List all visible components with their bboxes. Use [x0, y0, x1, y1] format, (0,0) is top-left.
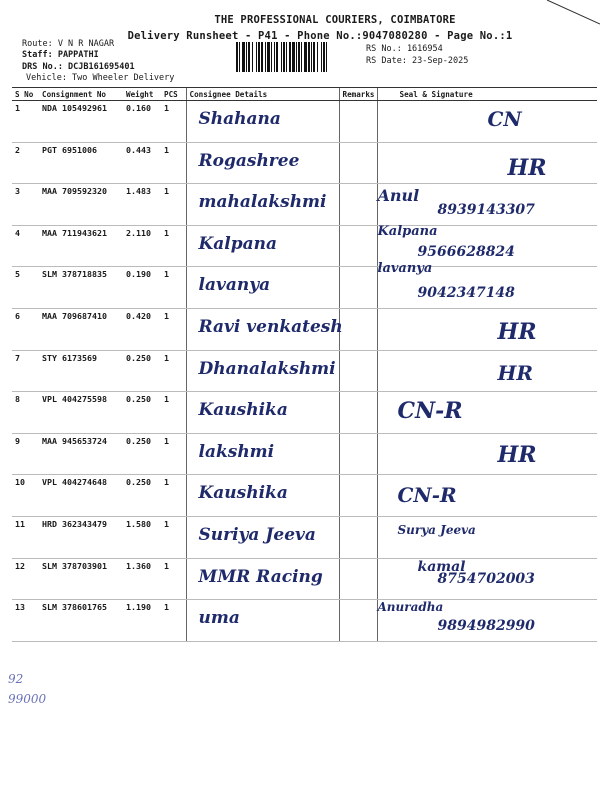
row-remarks	[339, 142, 377, 184]
signature-handwriting: lavanya	[377, 261, 433, 277]
col-header-remarks: Remarks	[339, 88, 377, 101]
barcode-bar	[258, 42, 260, 72]
drs-label: DRS No.: DCJB161695401	[22, 62, 135, 72]
barcode-bar	[304, 42, 307, 72]
row-remarks	[339, 308, 377, 350]
barcode-bar	[276, 42, 278, 72]
row-remarks	[339, 558, 377, 600]
consignee-handwriting: Kaushika	[198, 483, 288, 504]
barcode-bar	[274, 42, 275, 72]
row-pcs: 1	[161, 600, 186, 642]
row-consignee	[186, 600, 339, 642]
row-consignee	[186, 475, 339, 517]
barcode-bar	[326, 42, 327, 72]
row-weight: 1.190	[123, 600, 161, 642]
row-remarks	[339, 225, 377, 267]
barcode-bar	[296, 42, 297, 72]
row-remarks	[339, 600, 377, 642]
row-consignee	[186, 433, 339, 475]
barcode-bar	[242, 42, 245, 72]
row-signature	[377, 516, 597, 558]
row-consignment-no: MAA 709592320	[39, 184, 123, 226]
signature-handwriting: HR	[497, 441, 537, 468]
consignee-handwriting: MMR Racing	[198, 566, 323, 587]
col-header-consignee: Consignee Details	[186, 88, 339, 101]
barcode-bar	[311, 42, 312, 72]
row-weight: 2.110	[123, 225, 161, 267]
row-weight: 0.160	[123, 101, 161, 143]
signature-handwriting: CN-R	[397, 483, 457, 508]
phone-handwriting: 8939143307	[437, 202, 535, 219]
consignee-handwriting: Shahana	[198, 109, 281, 129]
signature-handwriting: Surya Jeeva	[397, 522, 476, 537]
row-consignment-no: HRD 362343479	[39, 516, 123, 558]
signature-handwriting: CN	[487, 107, 522, 131]
row-sno: 5	[12, 267, 39, 309]
row-remarks	[339, 433, 377, 475]
barcode-bar	[286, 42, 287, 72]
row-pcs: 1	[161, 475, 186, 517]
row-pcs: 1	[161, 267, 186, 309]
barcode-bar	[246, 42, 247, 72]
row-remarks	[339, 350, 377, 392]
consignee-handwriting: mahalakshmi	[198, 192, 327, 213]
row-consignee	[186, 267, 339, 309]
col-header-consignment: Consignment No	[39, 88, 123, 101]
row-weight: 1.360	[123, 558, 161, 600]
staff-label: Staff: PAPPATHI	[22, 50, 99, 60]
row-signature	[377, 308, 597, 350]
row-sno: 1	[12, 101, 39, 143]
row-consignee	[186, 225, 339, 267]
vehicle-label: Vehicle: Two Wheeler Delivery	[26, 73, 175, 83]
row-pcs: 1	[161, 184, 186, 226]
row-sno: 10	[12, 475, 39, 517]
consignee-handwriting: lakshmi	[198, 441, 275, 462]
consignee-handwriting: lavanya	[198, 275, 271, 296]
barcode-bar	[239, 42, 240, 72]
bottom-handwriting	[8, 672, 46, 706]
signature-handwriting: HR	[497, 318, 537, 345]
row-remarks	[339, 184, 377, 226]
row-consignee	[186, 142, 339, 184]
barcode-bar	[261, 42, 263, 72]
row-sno: 8	[12, 392, 39, 434]
company-title: THE PROFESSIONAL COURIERS, COIMBATORE	[214, 14, 456, 26]
scribble-line-2: 99000	[8, 692, 47, 706]
rs-date: RS Date: 23-Sep-2025	[366, 56, 469, 66]
row-sno: 4	[12, 225, 39, 267]
row-weight: 0.250	[123, 433, 161, 475]
barcode-bar	[252, 42, 253, 72]
table-row	[12, 350, 597, 392]
consignee-handwriting: Suriya Jeeva	[198, 524, 316, 545]
row-sno: 13	[12, 600, 39, 642]
row-consignee	[186, 308, 343, 350]
table-row	[12, 225, 597, 267]
row-signature	[377, 350, 597, 392]
row-sno: 2	[12, 142, 39, 184]
barcode-bar	[256, 42, 257, 72]
row-consignment-no: MAA 945653724	[39, 433, 123, 475]
row-remarks	[339, 392, 377, 434]
row-consignment-no: VPL 404275598	[39, 392, 123, 434]
consignee-handwriting: Rogashree	[198, 150, 300, 171]
table-row	[12, 475, 597, 517]
row-consignment-no: SLM 378703901	[39, 558, 123, 600]
row-weight: 0.250	[123, 475, 161, 517]
row-signature	[377, 261, 597, 309]
row-remarks	[339, 101, 377, 143]
table-row	[12, 101, 597, 143]
signature-handwriting: Kalpana	[377, 223, 438, 239]
row-weight: 1.580	[123, 516, 161, 558]
row-sno: 12	[12, 558, 39, 600]
row-weight: 1.483	[123, 184, 161, 226]
row-consignee	[186, 558, 339, 600]
table-row	[12, 392, 597, 434]
row-consignment-no: SLM 378718835	[39, 267, 123, 309]
row-consignee	[186, 392, 339, 434]
consignee-handwriting: uma	[198, 608, 240, 629]
row-signature	[377, 558, 597, 600]
route-label: Route: V N R NAGAR	[22, 39, 115, 49]
table-row	[12, 558, 597, 600]
row-consignee	[186, 184, 339, 226]
barcode	[236, 42, 362, 72]
row-pcs: 1	[161, 558, 186, 600]
table-header-row	[12, 88, 597, 101]
barcode-bar	[265, 42, 266, 72]
row-consignment-no: PGT 6951006	[39, 142, 123, 184]
signature-handwriting: HR	[497, 360, 534, 385]
row-signature	[377, 184, 597, 226]
row-signature	[377, 392, 597, 434]
table-row	[12, 184, 597, 226]
phone-handwriting: 8754702003	[437, 570, 535, 587]
row-signature	[377, 600, 597, 642]
row-pcs: 1	[161, 516, 186, 558]
barcode-bar	[289, 42, 291, 72]
barcode-bar	[267, 42, 270, 72]
row-sno: 6	[12, 308, 39, 350]
row-consignee	[186, 101, 339, 143]
signature-handwriting: HR	[507, 154, 547, 181]
phone-handwriting: 9566628824	[417, 243, 515, 260]
runsheet-table	[12, 87, 597, 642]
barcode-bar	[308, 42, 310, 72]
scribble-line-1: 92	[8, 672, 24, 686]
phone-handwriting: 9894982990	[437, 618, 535, 635]
row-consignment-no: VPL 404274648	[39, 475, 123, 517]
barcode-bar	[283, 42, 285, 72]
phone-handwriting: 9042347148	[417, 285, 515, 302]
col-header-sno: S No	[12, 88, 39, 101]
row-weight: 0.443	[123, 142, 161, 184]
row-pcs: 1	[161, 142, 186, 184]
consignee-handwriting: Kaushika	[198, 400, 288, 421]
row-signature	[377, 142, 597, 184]
table-row	[12, 308, 597, 350]
barcode-bar	[271, 42, 272, 72]
table-row	[12, 267, 597, 309]
row-weight: 0.420	[123, 308, 161, 350]
table-row	[12, 600, 597, 642]
row-weight: 0.250	[123, 392, 161, 434]
table-row	[12, 142, 597, 184]
row-pcs: 1	[161, 350, 186, 392]
barcode-bar	[317, 42, 318, 72]
barcode-bar	[313, 42, 315, 72]
col-header-pcs: PCS	[161, 88, 186, 101]
row-consignee	[186, 350, 339, 392]
row-signature	[377, 101, 597, 143]
row-consignment-no: MAA 709687410	[39, 308, 123, 350]
signature-handwriting: Anuradha	[377, 600, 444, 615]
table-row	[12, 433, 597, 475]
signature-handwriting: Anul	[377, 186, 420, 206]
row-pcs: 1	[161, 392, 186, 434]
row-remarks	[339, 516, 377, 558]
row-sno: 3	[12, 184, 39, 226]
row-sno: 11	[12, 516, 39, 558]
row-consignment-no: MAA 711943621	[39, 225, 123, 267]
row-pcs: 1	[161, 101, 186, 143]
runsheet-subtitle: Delivery Runsheet - P41 - Phone No.:9047080280 - Page No.:1	[127, 30, 513, 42]
row-remarks	[339, 475, 377, 517]
signature-handwriting: kamal	[417, 558, 466, 575]
col-header-weight: Weight	[123, 88, 161, 101]
row-consignment-no: STY 6173569	[39, 350, 123, 392]
signature-handwriting: CN-R	[397, 398, 463, 425]
row-remarks	[339, 267, 377, 309]
row-signature	[377, 433, 597, 475]
table-row	[12, 516, 597, 558]
row-weight: 0.190	[123, 267, 161, 309]
barcode-bar	[323, 42, 325, 72]
row-sno: 9	[12, 433, 39, 475]
row-weight: 0.250	[123, 350, 161, 392]
consignee-handwriting: Kalpana	[198, 233, 278, 254]
barcode-bar	[248, 42, 250, 72]
corner-stroke	[545, 0, 600, 30]
row-pcs: 1	[161, 433, 186, 475]
row-consignment-no: SLM 378601765	[39, 600, 123, 642]
barcode-bar	[292, 42, 295, 72]
row-sno: 7	[12, 350, 39, 392]
rs-number: RS No.: 1616954	[366, 44, 443, 54]
col-header-signature: Seal & Signature	[377, 88, 597, 101]
row-pcs: 1	[161, 308, 186, 350]
row-consignment-no: NDA 105492961	[39, 101, 123, 143]
consignee-handwriting: Ravi venkatesh	[198, 316, 343, 337]
row-pcs: 1	[161, 225, 186, 267]
consignee-handwriting: Dhanalakshmi	[198, 358, 336, 379]
barcode-bar	[298, 42, 300, 72]
row-consignee	[186, 516, 339, 558]
barcode-bar	[236, 42, 238, 72]
barcode-bar	[321, 42, 322, 72]
row-signature	[377, 475, 597, 517]
barcode-bar	[301, 42, 302, 72]
barcode-bar	[281, 42, 282, 72]
